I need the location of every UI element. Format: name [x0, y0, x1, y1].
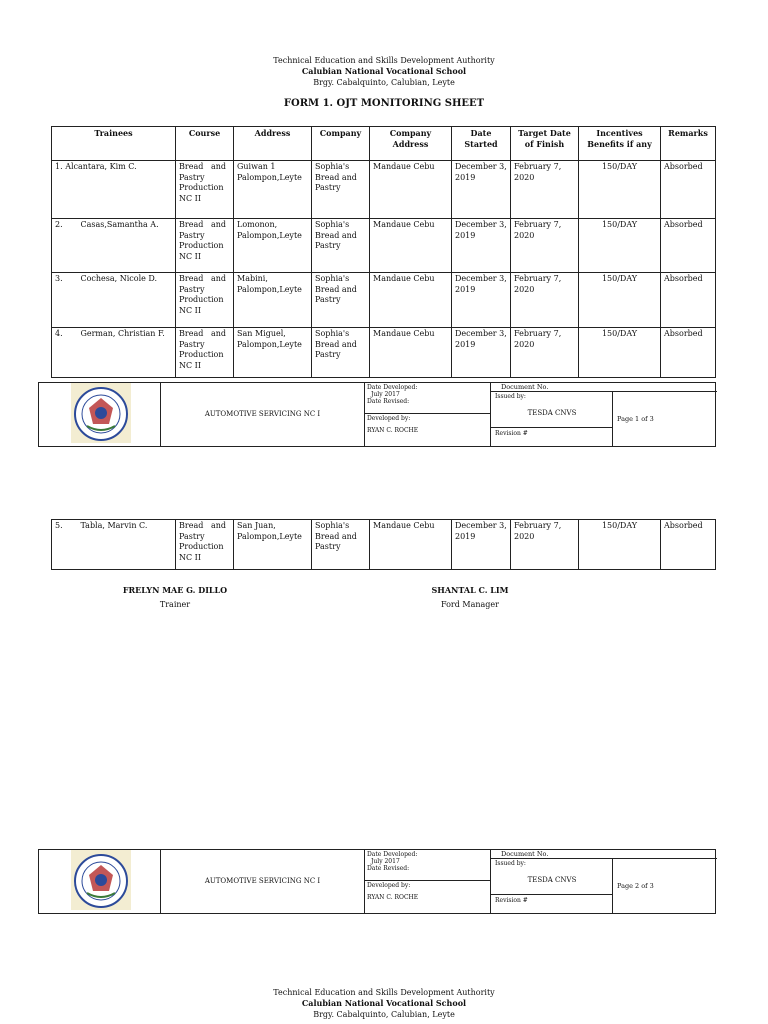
company-cell: Sophia's Bread and Pastry [312, 219, 370, 273]
incentives-cell: 150/DAY [579, 273, 661, 328]
target-finish-cell: February 7, 2020 [511, 273, 579, 328]
remarks-cell: Absorbed [661, 161, 716, 219]
date-started-cell: December 3, 2019 [452, 161, 511, 219]
col-header: Company Address [370, 127, 452, 161]
revision-label: Revision # [491, 428, 613, 446]
col-header: Incentives Benefits if any [579, 127, 661, 161]
course-cell: Bread and Pastry Production NC II [176, 161, 234, 219]
date-revised-label: Date Revised: [367, 865, 410, 872]
ojt-table [51, 126, 716, 378]
remarks-cell: Absorbed [661, 219, 716, 273]
trainee-cell: 1. Alcantara, Kim C. [52, 161, 176, 219]
school-seal-icon [73, 386, 129, 442]
incentives-cell: 150/DAY [579, 520, 661, 570]
col-header: Trainees [52, 127, 176, 161]
date-started-cell: December 3, 2019 [452, 219, 511, 273]
developed-by-label: Developed by: [367, 415, 411, 422]
company-address-cell: Mandaue Cebu [370, 328, 452, 378]
company-cell: Sophia's Bread and Pastry [312, 161, 370, 219]
target-finish-cell: February 7, 2020 [511, 219, 579, 273]
issued-by-label: Issued by: [495, 860, 526, 867]
page-indicator: Page 1 of 3 [617, 415, 654, 423]
date-started-cell: December 3, 2019 [452, 273, 511, 328]
target-finish-cell: February 7, 2020 [511, 520, 579, 570]
document-no-label: Document No. [491, 383, 717, 392]
trainer-role: Trainer [159, 600, 191, 609]
document-footer-page-2 [38, 849, 716, 914]
manager-role: Ford Manager [441, 600, 499, 609]
table-row [52, 273, 716, 328]
school-name: Calubian National Vocational School [301, 998, 467, 1008]
developer-name: RYAN C. ROCHE [367, 894, 419, 901]
trainee-cell: 2. Casas,Samantha A. [52, 219, 176, 273]
col-header: Target Date of Finish [511, 127, 579, 161]
footer-course: AUTOMOTIVE SERVICING NC I [161, 850, 365, 913]
developed-by-label: Developed by: [367, 882, 411, 889]
course-cell: Bread and Pastry Production NC II [176, 328, 234, 378]
target-finish-cell: February 7, 2020 [511, 161, 579, 219]
col-header: Company [312, 127, 370, 161]
company-cell: Sophia's Bread and Pastry [312, 328, 370, 378]
date-developed-value: July 2017 [371, 858, 400, 865]
trainee-cell: 5. Tabla, Marvin C. [52, 520, 176, 570]
issued-by-label: Issued by: [495, 393, 526, 400]
agency-name: Technical Education and Skills Development Authority [273, 988, 495, 997]
remarks-cell: Absorbed [661, 328, 716, 378]
address-cell: Mabini, Palompon,Leyte [234, 273, 312, 328]
date-developed-label: Date Developed: [367, 384, 418, 391]
col-header: Remarks [661, 127, 716, 161]
manager-name: SHANTAL C. LIM [431, 585, 509, 595]
trainee-cell: 3. Cochesa, Nicole D. [52, 273, 176, 328]
school-logo [39, 850, 161, 913]
col-header: Address [234, 127, 312, 161]
issuer-name: TESDA CNVS [527, 876, 577, 884]
date-started-cell: December 3, 2019 [452, 328, 511, 378]
form-title: FORM 1. OJT MONITORING SHEET [283, 98, 485, 109]
address-cell: San Juan, Palompon,Leyte [234, 520, 312, 570]
course-cell: Bread and Pastry Production NC II [176, 219, 234, 273]
trainee-cell: 4. German, Christian F. [52, 328, 176, 378]
school-address: Brgy. Cabalquinto, Calubian, Leyte [313, 78, 455, 87]
trainer-signature [95, 585, 255, 609]
course-cell: Bread and Pastry Production NC II [176, 520, 234, 570]
school-name: Calubian National Vocational School [301, 66, 467, 76]
col-header: Date Started [452, 127, 511, 161]
table-row [52, 161, 716, 219]
ojt-table-continued [51, 519, 716, 570]
developer-name: RYAN C. ROCHE [367, 427, 419, 434]
school-seal-icon [73, 853, 129, 909]
document-header-page-3 [0, 987, 768, 1020]
school-address: Brgy. Cabalquinto, Calubian, Leyte [313, 1010, 455, 1019]
incentives-cell: 150/DAY [579, 219, 661, 273]
footer-course: AUTOMOTIVE SERVICING NC I [161, 383, 365, 446]
remarks-cell: Absorbed [661, 520, 716, 570]
document-header [0, 55, 768, 88]
course-cell: Bread and Pastry Production NC II [176, 273, 234, 328]
address-cell: San Miguel, Palompon,Leyte [234, 328, 312, 378]
table-header-row [52, 127, 716, 161]
document-footer-page-1 [38, 382, 716, 447]
date-developed-value: July 2017 [371, 391, 400, 398]
school-logo [39, 383, 161, 446]
incentives-cell: 150/DAY [579, 328, 661, 378]
address-cell: Lomonon, Palompon,Leyte [234, 219, 312, 273]
company-address-cell: Mandaue Cebu [370, 161, 452, 219]
issuer-name: TESDA CNVS [527, 409, 577, 417]
revision-label: Revision # [491, 895, 613, 913]
company-cell: Sophia's Bread and Pastry [312, 520, 370, 570]
agency-name: Technical Education and Skills Development Authority [273, 56, 495, 65]
page-indicator: Page 2 of 3 [617, 882, 654, 890]
date-developed-label: Date Developed: [367, 851, 418, 858]
incentives-cell: 150/DAY [579, 161, 661, 219]
table-row [52, 219, 716, 273]
target-finish-cell: February 7, 2020 [511, 328, 579, 378]
table-row [52, 328, 716, 378]
company-cell: Sophia's Bread and Pastry [312, 273, 370, 328]
date-revised-label: Date Revised: [367, 398, 410, 405]
address-cell: Guiwan 1 Palompon,Leyte [234, 161, 312, 219]
manager-signature [390, 585, 550, 609]
document-no-label: Document No. [491, 850, 717, 859]
company-address-cell: Mandaue Cebu [370, 520, 452, 570]
company-address-cell: Mandaue Cebu [370, 273, 452, 328]
table-row [52, 520, 716, 570]
date-started-cell: December 3, 2019 [452, 520, 511, 570]
company-address-cell: Mandaue Cebu [370, 219, 452, 273]
trainer-name: FRELYN MAE G. DILLO [122, 585, 228, 595]
col-header: Course [176, 127, 234, 161]
remarks-cell: Absorbed [661, 273, 716, 328]
